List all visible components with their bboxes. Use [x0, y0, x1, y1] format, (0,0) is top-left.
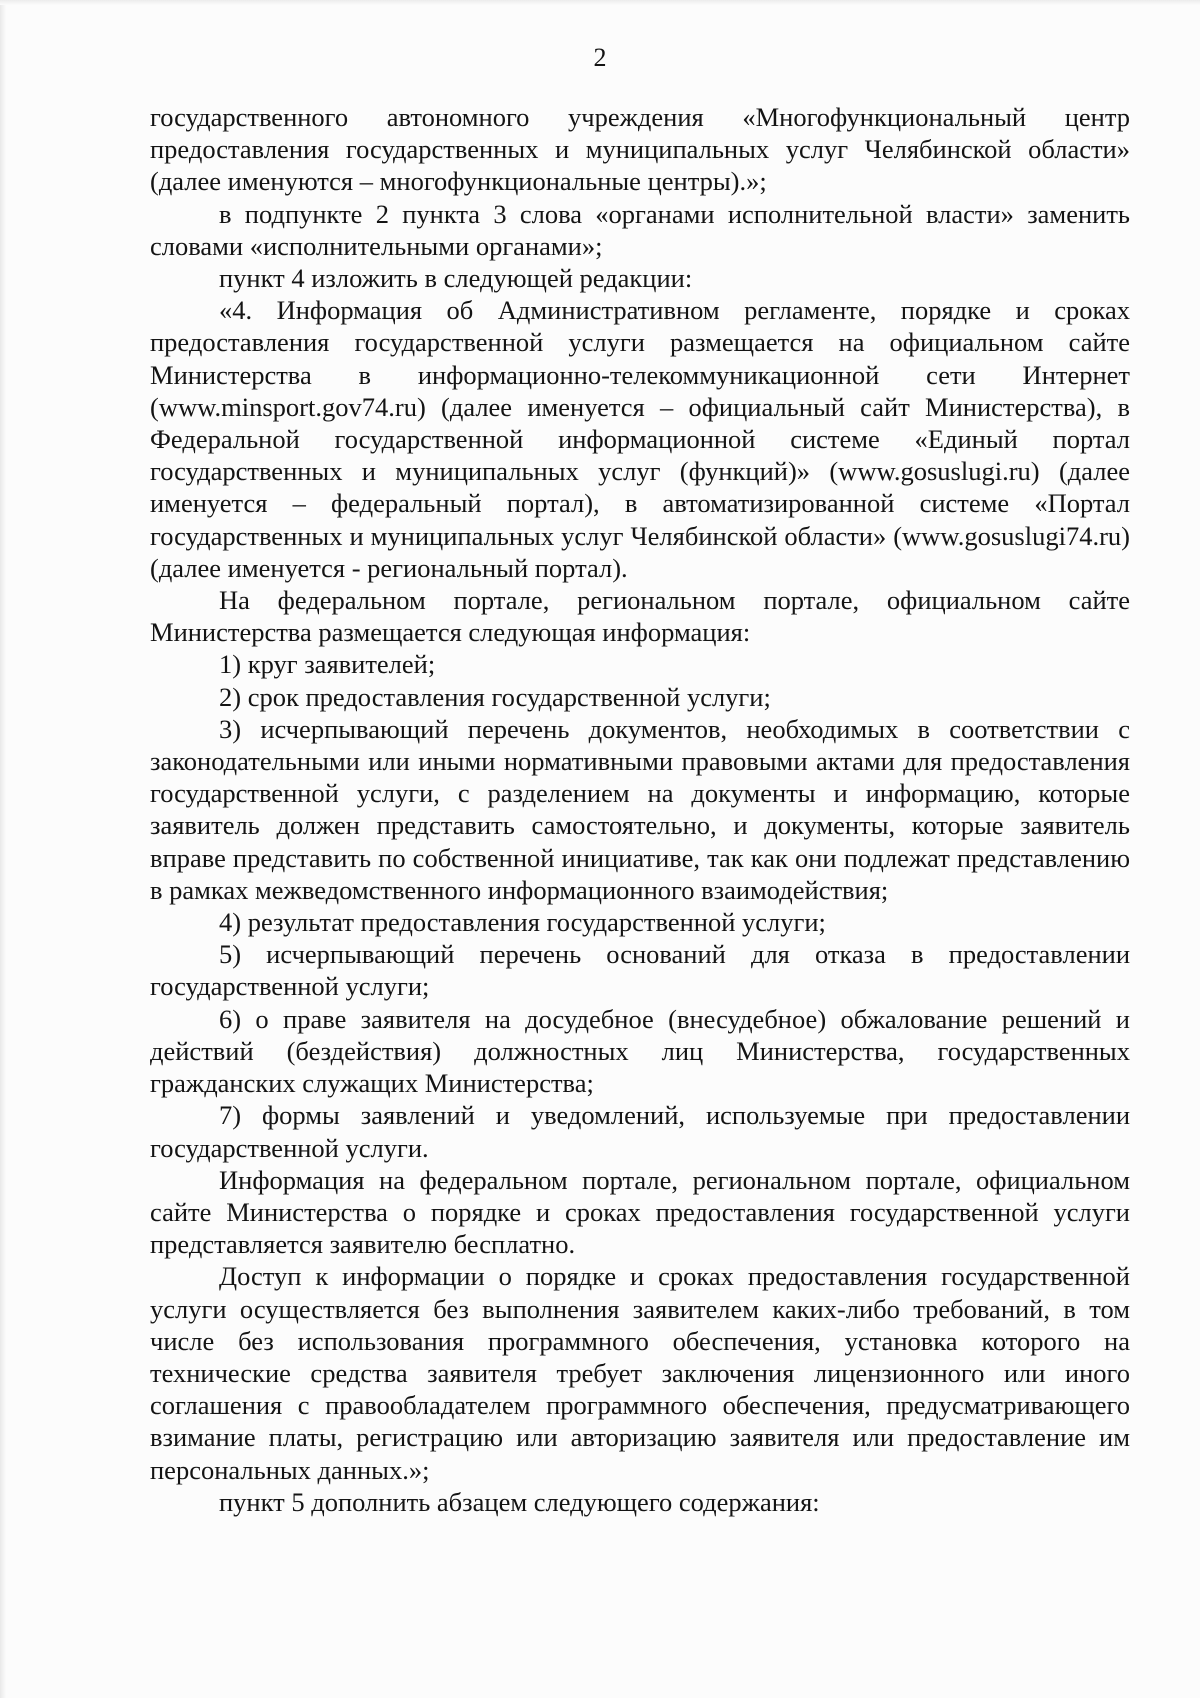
paragraph-free-info: Информация на федеральном портале, региональном портале, официальном сайте Министерства о порядке и сроках предоставления государственной услуги представляется заявителю бесплатно. [150, 1164, 1130, 1260]
paragraph-subclause-2: в подпункте 2 пункта 3 слова «органами исполнительной власти» заменить словами «исполнительными органами»; [150, 198, 1130, 261]
list-item-5: 5) исчерпывающий перечень оснований для отказа в предоставлении государственной услуги; [150, 939, 1130, 1002]
paragraph-clause-5: пункт 5 дополнить абзацем следующего содержания: [219, 1486, 820, 1517]
paragraph-continuation: государственного автономного учреждения «Многофункциональный центр предоставления государственных и муниципальных услуг Челябинской области» (далее именуются – многофункциональные центры).»; [150, 102, 1130, 197]
list-item-4: 4) результат предоставления государственной услуги; [219, 907, 826, 938]
list-item-3: 3) исчерпывающий перечень документов, необходимых в соответствии с законодательными или иными нормативными правовыми актами для предоставления государственной услуги, с разделением на документы и информацию, которые заявитель должен представить самостоятельно, и документы, которые заявитель вправе представить по собственной инициативе, так как они подлежат представлению в рамках межведомственного информационного взаимодействия; [150, 713, 1130, 905]
scan-edge-left [0, 0, 6, 1698]
scan-edge-top [0, 0, 1200, 5]
list-item-2: 2) срок предоставления государственной услуги; [219, 681, 771, 712]
paragraph-clause-4-text: «4. Информация об Административном регламенте, порядке и сроках предоставления государственной услуги размещается на официальном сайте Министерства в информационно-телекоммуникационной сети Интернет (www.minsport.gov74.ru) (далее именуется – официальный сайт Министерства), в Федеральной государственной информационной системе «Единый портал государственных и муниципальных услуг (функций)» (www.gosuslugi.ru) (далее именуется – федеральный портал), в автоматизированной системе «Портал государственных и муниципальных услуг Челябинской области» (www.gosuslugi74.ru) (далее именуется - региональный портал). [150, 295, 1130, 583]
list-item-7: 7) формы заявлений и уведомлений, используемые при предоставлении государственной услуги. [150, 1100, 1130, 1163]
list-item-1: 1) круг заявителей; [219, 649, 436, 680]
paragraph-info-list-intro: На федеральном портале, региональном портале, официальном сайте Министерства размещается следующая информация: [150, 585, 1130, 648]
paragraph-access: Доступ к информации о порядке и сроках предоставления государственной услуги осуществляется без выполнения заявителем каких-либо требований, в том числе без использования программного обеспечения, установка которого на технические средства заявителя требует заключения лицензионного или иного соглашения с правообладателем программного обеспечения, предусматривающего взимание платы, регистрацию или авторизацию заявителя или предоставление им персональных данных.»; [150, 1261, 1130, 1485]
page-number: 2 [593, 43, 607, 72]
list-item-6: 6) о праве заявителя на досудебное (внесудебное) обжалование решений и действий (бездействия) должностных лиц Министерства, государственных гражданских служащих Министерства; [150, 1003, 1130, 1099]
document-body [150, 101, 1130, 1518]
paragraph-clause-4-intro: пункт 4 изложить в следующей редакции: [219, 263, 693, 294]
